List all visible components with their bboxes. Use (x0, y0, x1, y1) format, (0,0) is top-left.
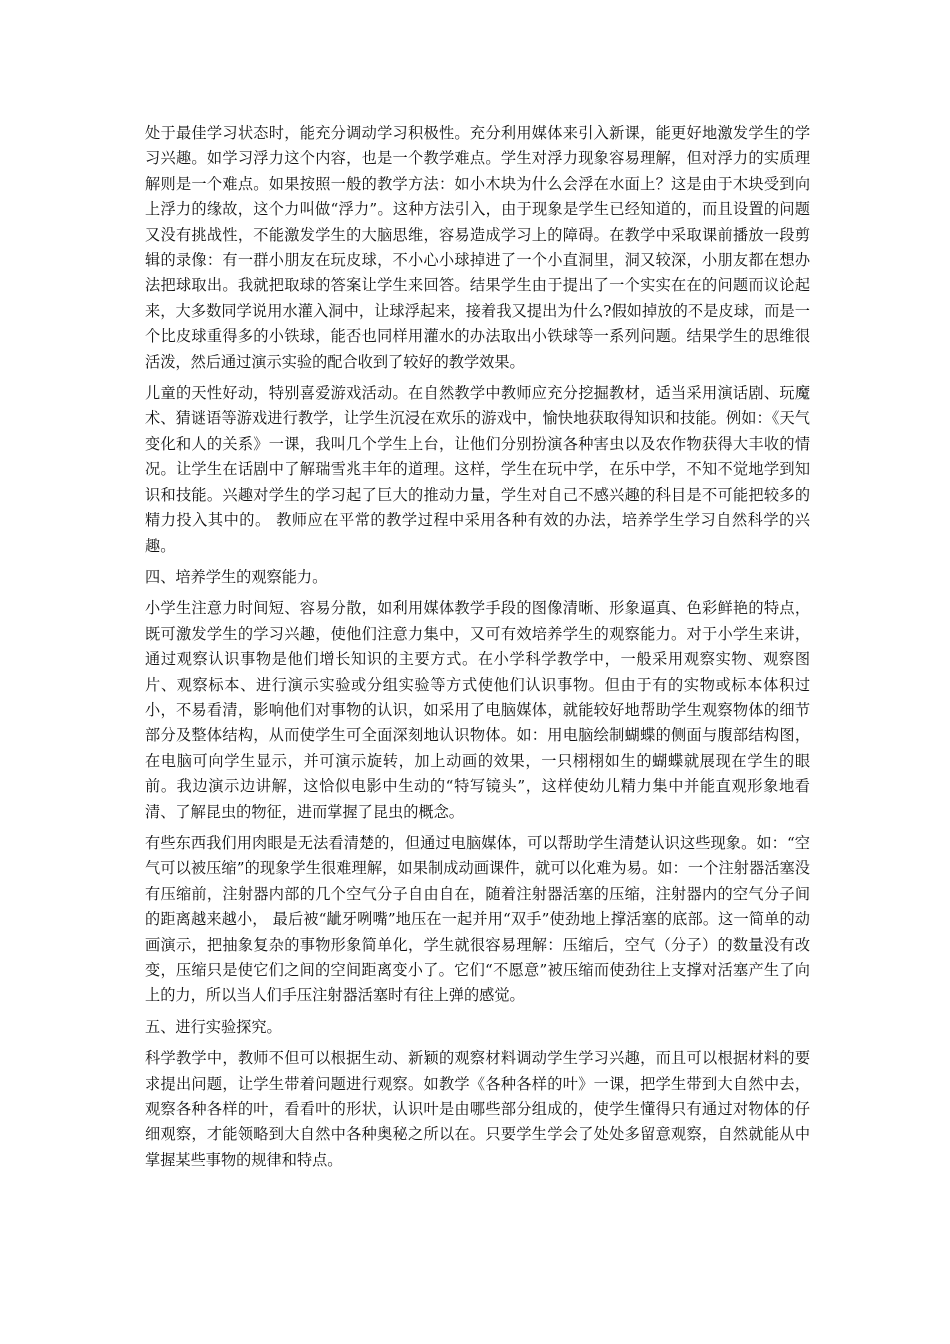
paragraph-air-compression: 有些东西我们用肉眼是无法看清楚的，但通过电脑媒体，可以帮助学生清楚认识这些现象。如：“空气可以被压缩”的现象学生很难理解，如果制成动画课件，就可以化难为易。如：一个注射器活塞没有压缩前，注射器内部的几个空气分子自由自在，随着注射器活塞的压缩，注射器内的空气分子间的距离越来越小， 最后被“龇牙咧嘴”地压在一起并用“双手”使劲地上撑活塞的底部。这一简单的动画演示，把抽象复杂的事物形象简单化，学生就很容易理解：压缩后，空气（分子）的数量没有改变，压缩只是使它们之间的空间距离变小了。它们“不愿意”被压缩而使劲往上支撑对活塞产生了向上的力，所以当人们手压注射器活塞时有往上弹的感觉。 (145, 833, 810, 1005)
paragraph-games: 儿童的天性好动，特别喜爱游戏活动。在自然教学中教师应充分挖掘教材，适当采用演话剧、玩魔术、猜谜语等游戏进行教学，让学生沉浸在欢乐的游戏中，愉快地获取得知识和技能。例如：《天气变化和人的关系》一课，我叫几个学生上台，让他们分别扮演各种害虫以及农作物获得大丰收的情况。让学生在话剧中了解瑞雪兆丰年的道理。这样，学生在玩中学，在乐中学，不知不觉地学到知识和技能。兴趣对学生的学习起了巨大的推动力量，学生对自己不感兴趣的科目是不可能把较多的精力投入其中的。 教师应在平常的教学过程中采用各种有效的办法，培养学生学习自然科学的兴趣。 (145, 384, 810, 555)
paragraph-media-intro: 处于最佳学习状态时，能充分调动学习积极性。充分利用媒体来引入新课，能更好地激发学生的学习兴趣。如学习浮力这个内容，也是一个教学难点。学生对浮力现象容易理解，但对浮力的实质理解则是一个难点。如果按照一般的教学方法：如小木块为什么会浮在水面上？这是由于木块受到向上浮力的缘故，这个力叫做“浮力”。这种方法引入，由于现象是学生已经知道的，而且设置的问题又没有挑战性，不能激发学生的大脑思维，容易造成学习上的障碍。在教学中采取课前播放一段剪辑的录像：有一群小朋友在玩皮球，不小心小球掉进了一个小直洞里，洞又较深，小朋友都在想办法把球取出。我就把取球的答案让学生来回答。结果学生由于提出了一个实实在在的问题而议论起来，大多数同学说用水灌入洞中，让球浮起来，接着我又提出为什么?假如掉放的不是皮球，而是一个比皮球重得多的小铁球，能否也同样用灌水的办法取出小铁球等一系列问题。结果学生的思维很活泼，然后通过演示实验的配合收到了较好的教学效果。 (145, 124, 810, 371)
section-heading-observation: 四、培养学生的观察能力。 (145, 567, 328, 586)
paragraph-observation: 小学生注意力时间短、容易分散，如利用媒体教学手段的图像清晰、形象逼真、色彩鲜艳的特点，既可激发学生的学习兴趣，使他们注意力集中，又可有效培养学生的观察能力。对于小学生来讲，通过观察认识事物是他们增长知识的主要方式。在小学科学教学中，一般采用观察实物、观察图片、观察标本、进行演示实验或分组实验等方式使他们认识事物。但由于有的实物或标本体积过小，不易看清，影响他们对事物的认识，如采用了电脑媒体，就能较好地帮助学生观察物体的细节部分及整体结构，从而使学生可全面深刻地认识物体。如：用电脑绘制蝴蝶的侧面与腹部结构图，在电脑可向学生显示，并可演示旋转，加上动画的效果，一只栩栩如生的蝴蝶就展现在学生的眼前。我边演示边讲解，这恰似电影中生动的“特写镜头”，这样使幼儿精力集中并能直观形象地看清、了解昆虫的物征，进而掌握了昆虫的概念。 (145, 599, 810, 821)
document-body (145, 121, 810, 1179)
section-heading-experiment: 五、进行实验探究。 (145, 1017, 282, 1036)
paragraph-experiment: 科学教学中，教师不但可以根据生动、新颖的观察材料调动学生学习兴趣，而且可以根据材料的要求提出问题，让学生带着问题进行观察。如教学《各种各样的叶》一课，把学生带到大自然中去，观察各种各样的叶，看看叶的形状，认识叶是由哪些部分组成的，使学生懂得只有通过对物体的仔细观察，才能领略到大自然中各种奥秘之所以在。只要学生学会了处处多留意观察，自然就能从中掌握某些事物的规律和特点。 (145, 1049, 810, 1169)
